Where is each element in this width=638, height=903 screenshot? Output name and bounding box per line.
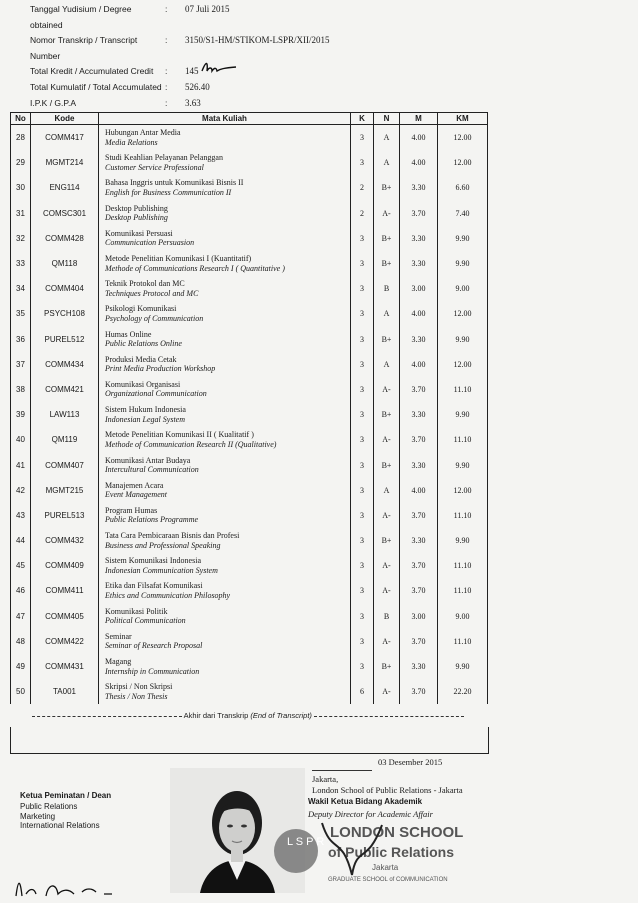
issue-city: Jakarta, (312, 770, 372, 784)
course-title-id: Desktop Publishing (105, 203, 168, 213)
row-number: 45 (11, 553, 31, 578)
table-row (11, 352, 488, 377)
table-row (11, 427, 488, 452)
grade-weight: 4.00 (400, 352, 438, 377)
course-title (99, 528, 351, 553)
course-title (99, 251, 351, 276)
credit-times-weight: 12.00 (438, 352, 488, 377)
course-title-id: Tata Cara Pembicaraan Bisnis dan Profesi (105, 531, 240, 541)
header-label: Tanggal Yudisium / Degree obtained (30, 4, 132, 30)
grade-letter: B (374, 604, 400, 629)
col-header-subject: Mata Kuliah (99, 113, 351, 125)
course-title-id: Magang (105, 657, 132, 667)
grade-weight: 3.30 (400, 654, 438, 679)
course-title-id: Manajemen Acara (105, 480, 164, 490)
course-title-id: Komunikasi Organisasi (105, 379, 181, 389)
row-number: 29 (11, 150, 31, 175)
divider (314, 716, 464, 717)
department-line: Marketing (20, 811, 56, 821)
table-row (11, 604, 488, 629)
grade-weight: 3.70 (400, 629, 438, 654)
grade-letter: B+ (374, 402, 400, 427)
grade-letter: B (374, 276, 400, 301)
grade-weight: 4.00 (400, 301, 438, 326)
department-line: Public Relations (20, 802, 78, 811)
row-number: 48 (11, 629, 31, 654)
course-title-id: Komunikasi Persuasi (105, 228, 173, 238)
credit-times-weight: 12.00 (438, 150, 488, 175)
divider (32, 716, 182, 717)
course-code: PUREL513 (31, 503, 99, 528)
grade-letter: A (374, 150, 400, 175)
deputy-subtitle: Deputy Director for Academic Affair (308, 809, 433, 819)
table-row (11, 402, 488, 427)
credit-value: 3 (351, 301, 374, 326)
course-title-en: Public Relations Programme (105, 515, 199, 525)
credit-times-weight: 11.10 (438, 629, 488, 654)
course-title (99, 553, 351, 578)
issue-date: 03 Desember 2015 (378, 757, 443, 767)
grade-letter: A- (374, 629, 400, 654)
course-title-en: Print Media Production Workshop (105, 364, 216, 374)
credit-value: 3 (351, 327, 374, 352)
table-row (11, 377, 488, 402)
table-row (11, 276, 488, 301)
course-title (99, 478, 351, 503)
course-code: COMSC301 (31, 201, 99, 226)
credit-value: 3 (351, 226, 374, 251)
credit-value: 3 (351, 528, 374, 553)
grade-letter: A- (374, 427, 400, 452)
grade-letter: A- (374, 201, 400, 226)
grade-weight: 3.30 (400, 327, 438, 352)
credit-value: 3 (351, 276, 374, 301)
course-title (99, 352, 351, 377)
credit-value: 3 (351, 578, 374, 603)
col-header-no: No (11, 113, 31, 125)
grade-weight: 3.70 (400, 679, 438, 704)
table-row (11, 226, 488, 251)
course-title-id: Psikologi Komunikasi (105, 304, 177, 314)
course-title (99, 604, 351, 629)
credit-times-weight: 12.00 (438, 125, 488, 151)
course-code: MGMT215 (31, 478, 99, 503)
row-number: 31 (11, 201, 31, 226)
dean-departments (20, 802, 100, 831)
course-title-en: Political Communication (105, 616, 186, 626)
course-title-id: Program Humas (105, 505, 158, 515)
header-label: Nomor Transkrip / Transcript Number (30, 35, 138, 61)
table-row (11, 175, 488, 200)
header-label: I.P.K / G.P.A (30, 97, 76, 108)
credit-times-weight: 12.00 (438, 301, 488, 326)
course-title-id: Humas Online (105, 329, 152, 339)
grade-weight: 3.70 (400, 578, 438, 603)
course-title-id: Sistem Komunikasi Indonesia (105, 556, 201, 566)
header-row-degree-date: Tanggal Yudisium / Degree obtained : 07 Juli 2015 (30, 2, 330, 33)
grade-weight: 3.30 (400, 226, 438, 251)
credit-value: 3 (351, 553, 374, 578)
grade-letter: A (374, 478, 400, 503)
grade-weight: 3.30 (400, 251, 438, 276)
course-title-en: Business and Professional Speaking (105, 540, 221, 550)
header-value: 526.40 (185, 81, 210, 92)
credit-times-weight: 9.90 (438, 452, 488, 477)
row-number: 42 (11, 478, 31, 503)
course-title-en: Media Relations (105, 137, 158, 147)
grade-letter: A (374, 301, 400, 326)
course-title (99, 377, 351, 402)
course-title-en: Desktop Publishing (105, 213, 168, 223)
dean-signature (12, 872, 132, 900)
credit-value: 3 (351, 377, 374, 402)
row-number: 35 (11, 301, 31, 326)
course-title-en: Indonesian Legal System (105, 414, 185, 424)
course-title (99, 427, 351, 452)
course-title-id: Sistem Hukum Indonesia (105, 405, 186, 415)
header-value: 3.63 (185, 97, 201, 108)
grade-weight: 4.00 (400, 150, 438, 175)
course-code: LAW113 (31, 402, 99, 427)
table-row (11, 679, 488, 704)
table-row (11, 578, 488, 603)
course-code: COMM404 (31, 276, 99, 301)
credit-value: 3 (351, 604, 374, 629)
stamp-line-2: of Public Relations (328, 844, 455, 860)
course-title-id: Metode Penelitian Komunikasi I (Kuantitatif) (105, 254, 252, 264)
course-title-en: Intercultural Communication (105, 465, 199, 475)
credit-value: 3 (351, 654, 374, 679)
grade-letter: B+ (374, 226, 400, 251)
row-number: 30 (11, 175, 31, 200)
course-code: COMM421 (31, 377, 99, 402)
department-line: International Relations (20, 821, 100, 830)
course-title-en: English for Business Communication II (105, 187, 232, 197)
row-number: 44 (11, 528, 31, 553)
course-title-en: Indonesian Communication System (105, 565, 218, 575)
end-note: Akhir dari Transkrip (183, 711, 249, 720)
grade-weight: 3.70 (400, 201, 438, 226)
course-title-en: Communication Persuasion (105, 238, 195, 248)
grade-letter: A (374, 352, 400, 377)
course-title (99, 150, 351, 175)
course-code: QM118 (31, 251, 99, 276)
grade-letter: A (374, 125, 400, 151)
credit-times-weight: 9.00 (438, 604, 488, 629)
row-number: 32 (11, 226, 31, 251)
row-number: 39 (11, 402, 31, 427)
table-row (11, 528, 488, 553)
dean-title: Ketua Peminatan / Dean (20, 791, 112, 800)
stamp-line-1: LONDON SCHOOL (330, 824, 464, 841)
credit-value: 3 (351, 251, 374, 276)
grade-letter: B+ (374, 452, 400, 477)
course-title-en: Thesis / Non Thesis (105, 691, 168, 701)
grade-weight: 3.30 (400, 175, 438, 200)
grade-weight: 3.30 (400, 402, 438, 427)
deputy-title: Wakil Ketua Bidang Akademik (308, 797, 423, 806)
course-title (99, 226, 351, 251)
credit-times-weight: 11.10 (438, 377, 488, 402)
header-value: 07 Juli 2015 (185, 4, 230, 14)
col-header-grade: N (374, 113, 400, 125)
credit-times-weight: 9.00 (438, 276, 488, 301)
course-title (99, 679, 351, 704)
table-row (11, 553, 488, 578)
grade-weight: 3.70 (400, 377, 438, 402)
course-title-en: Customer Service Professional (105, 162, 204, 172)
credit-value: 3 (351, 125, 374, 151)
stamp-line-4: GRADUATE SCHOOL of COMMUNICATION (328, 877, 448, 883)
institution-name: London School of Public Relations - Jakarta (312, 785, 463, 795)
grade-letter: B+ (374, 327, 400, 352)
course-code: COMM431 (31, 654, 99, 679)
grade-letter: A- (374, 679, 400, 704)
credit-times-weight: 11.10 (438, 553, 488, 578)
course-title-en: Methode of Communications Research I ( Quantitative ) (105, 263, 285, 273)
credit-times-weight: 9.90 (438, 528, 488, 553)
course-title-id: Metode Penelitian Komunikasi II ( Kualitatif ) (105, 430, 254, 440)
table-row (11, 301, 488, 326)
course-code: COMM407 (31, 452, 99, 477)
credit-times-weight: 11.10 (438, 427, 488, 452)
course-code: TA001 (31, 679, 99, 704)
row-number: 41 (11, 452, 31, 477)
credit-value: 3 (351, 150, 374, 175)
grade-letter: B+ (374, 654, 400, 679)
col-header-code: Kode (31, 113, 99, 125)
course-title (99, 276, 351, 301)
course-code: PUREL512 (31, 327, 99, 352)
table-row (11, 503, 488, 528)
course-title-id: Teknik Protokol dan MC (105, 279, 185, 289)
table-row (11, 452, 488, 477)
header-value: 145 (185, 66, 199, 77)
header-row-gpa: I.P.K / G.P.A : 3.63 (30, 96, 330, 112)
grade-letter: A- (374, 553, 400, 578)
credit-times-weight: 12.00 (438, 478, 488, 503)
course-title-en: Public Relations Online (105, 339, 182, 349)
course-code: COMM428 (31, 226, 99, 251)
row-number: 38 (11, 377, 31, 402)
row-number: 28 (11, 125, 31, 151)
course-title (99, 452, 351, 477)
course-title-id: Skripsi / Non Skripsi (105, 682, 173, 692)
course-code: COMM432 (31, 528, 99, 553)
course-title (99, 201, 351, 226)
credit-times-weight: 11.10 (438, 503, 488, 528)
initials-signature (200, 59, 240, 75)
row-number: 46 (11, 578, 31, 603)
grade-letter: A- (374, 377, 400, 402)
header-row-transcript-number: Nomor Transkrip / Transcript Number : 3150/S1-HM/STIKOM-LSPR/XII/2015 (30, 33, 330, 64)
header-row-accumulated-credit: Total Kredit / Accumulated Credit : 145 (30, 64, 330, 80)
course-code: COMM422 (31, 629, 99, 654)
grade-weight: 3.00 (400, 604, 438, 629)
row-number: 37 (11, 352, 31, 377)
credit-value: 3 (351, 402, 374, 427)
grade-weight: 3.70 (400, 503, 438, 528)
grade-letter: A- (374, 578, 400, 603)
row-number: 43 (11, 503, 31, 528)
course-title-id: Komunikasi Antar Budaya (105, 455, 191, 465)
table-row (11, 654, 488, 679)
header-label: Total Kredit / Accumulated Credit (30, 66, 154, 77)
table-row (11, 125, 488, 151)
course-title-id: Produksi Media Cetak (105, 354, 177, 364)
grade-weight: 4.00 (400, 478, 438, 503)
course-title (99, 578, 351, 603)
table-row (11, 327, 488, 352)
course-title (99, 402, 351, 427)
course-code: MGMT214 (31, 150, 99, 175)
credit-times-weight: 22.20 (438, 679, 488, 704)
credit-times-weight: 9.90 (438, 654, 488, 679)
course-title-id: Etika dan Filsafat Komunikasi (105, 581, 203, 591)
grade-letter: B+ (374, 251, 400, 276)
credit-value: 2 (351, 201, 374, 226)
course-title (99, 629, 351, 654)
end-note-en: (End of Transcript) (250, 711, 312, 720)
table-row (11, 251, 488, 276)
course-code: COMM434 (31, 352, 99, 377)
credit-value: 2 (351, 175, 374, 200)
course-title-id: Hubungan Antar Media (105, 128, 181, 138)
course-title-en: Organizational Communication (105, 389, 207, 399)
course-title (99, 654, 351, 679)
row-number: 40 (11, 427, 31, 452)
table-row (11, 201, 488, 226)
course-title-en: Internship in Communication (105, 666, 200, 676)
col-header-credit-weight: KM (438, 113, 488, 125)
row-number: 50 (11, 679, 31, 704)
credit-times-weight: 9.90 (438, 327, 488, 352)
row-number: 49 (11, 654, 31, 679)
stamp-line-3: Jakarta (372, 863, 399, 872)
grade-letter: B+ (374, 528, 400, 553)
credit-value: 3 (351, 478, 374, 503)
credit-times-weight: 7.40 (438, 201, 488, 226)
credit-value: 6 (351, 679, 374, 704)
course-title (99, 301, 351, 326)
course-title-id: Seminar (105, 631, 132, 641)
grade-weight: 3.70 (400, 427, 438, 452)
grade-letter: B+ (374, 175, 400, 200)
table-row (11, 478, 488, 503)
course-title-en: Psychology of Communication (105, 313, 204, 323)
grades-table (10, 112, 488, 704)
credit-value: 3 (351, 352, 374, 377)
grade-weight: 4.00 (400, 125, 438, 151)
transcript-header (30, 2, 330, 111)
table-bottom-frame (10, 727, 489, 754)
grade-weight: 3.30 (400, 452, 438, 477)
course-title (99, 503, 351, 528)
row-number: 33 (11, 251, 31, 276)
credit-value: 3 (351, 629, 374, 654)
course-title-en: Seminar of Research Proposal (105, 641, 203, 651)
credit-times-weight: 11.10 (438, 578, 488, 603)
credit-times-weight: 6.60 (438, 175, 488, 200)
grade-weight: 3.30 (400, 528, 438, 553)
course-title-en: Ethics and Communication Philosophy (105, 590, 231, 600)
col-header-weight: M (400, 113, 438, 125)
col-header-credit: K (351, 113, 374, 125)
course-title-en: Techniques Protocol and MC (105, 288, 199, 298)
school-stamp-logo (272, 815, 472, 887)
course-code: PSYCH108 (31, 301, 99, 326)
row-number: 34 (11, 276, 31, 301)
table-row (11, 629, 488, 654)
course-code: QM119 (31, 427, 99, 452)
course-title (99, 125, 351, 151)
table-header-row (11, 113, 488, 125)
course-code: COMM409 (31, 553, 99, 578)
credit-times-weight: 9.90 (438, 226, 488, 251)
course-title (99, 327, 351, 352)
credit-value: 3 (351, 427, 374, 452)
credit-value: 3 (351, 503, 374, 528)
credit-value: 3 (351, 452, 374, 477)
course-code: COMM411 (31, 578, 99, 603)
table-row (11, 150, 488, 175)
row-number: 47 (11, 604, 31, 629)
credit-times-weight: 9.90 (438, 402, 488, 427)
course-title-id: Komunikasi Politik (105, 606, 168, 616)
stamp-letters: L S P R (287, 836, 325, 848)
header-label: Total Kumulatif / Total Accumulated (30, 81, 162, 92)
end-of-transcript-line (18, 711, 478, 720)
header-row-total-accumulated: Total Kumulatif / Total Accumulated : 526.40 (30, 80, 330, 96)
header-value: 3150/S1-HM/STIKOM-LSPR/XII/2015 (185, 35, 330, 46)
course-code: COMM405 (31, 604, 99, 629)
grade-weight: 3.70 (400, 553, 438, 578)
course-title-en: Methode of Communication Research II (Qualitative) (105, 439, 277, 449)
course-title (99, 175, 351, 200)
grade-weight: 3.00 (400, 276, 438, 301)
credit-times-weight: 9.90 (438, 251, 488, 276)
course-title-id: Studi Keahlian Pelayanan Pelanggan (105, 153, 223, 163)
course-title-id: Bahasa Inggris untuk Komunikasi Bisnis II (105, 178, 244, 188)
row-number: 36 (11, 327, 31, 352)
course-code: ENG114 (31, 175, 99, 200)
grade-letter: A- (374, 503, 400, 528)
course-title-en: Event Management (105, 490, 167, 500)
course-code: COMM417 (31, 125, 99, 151)
